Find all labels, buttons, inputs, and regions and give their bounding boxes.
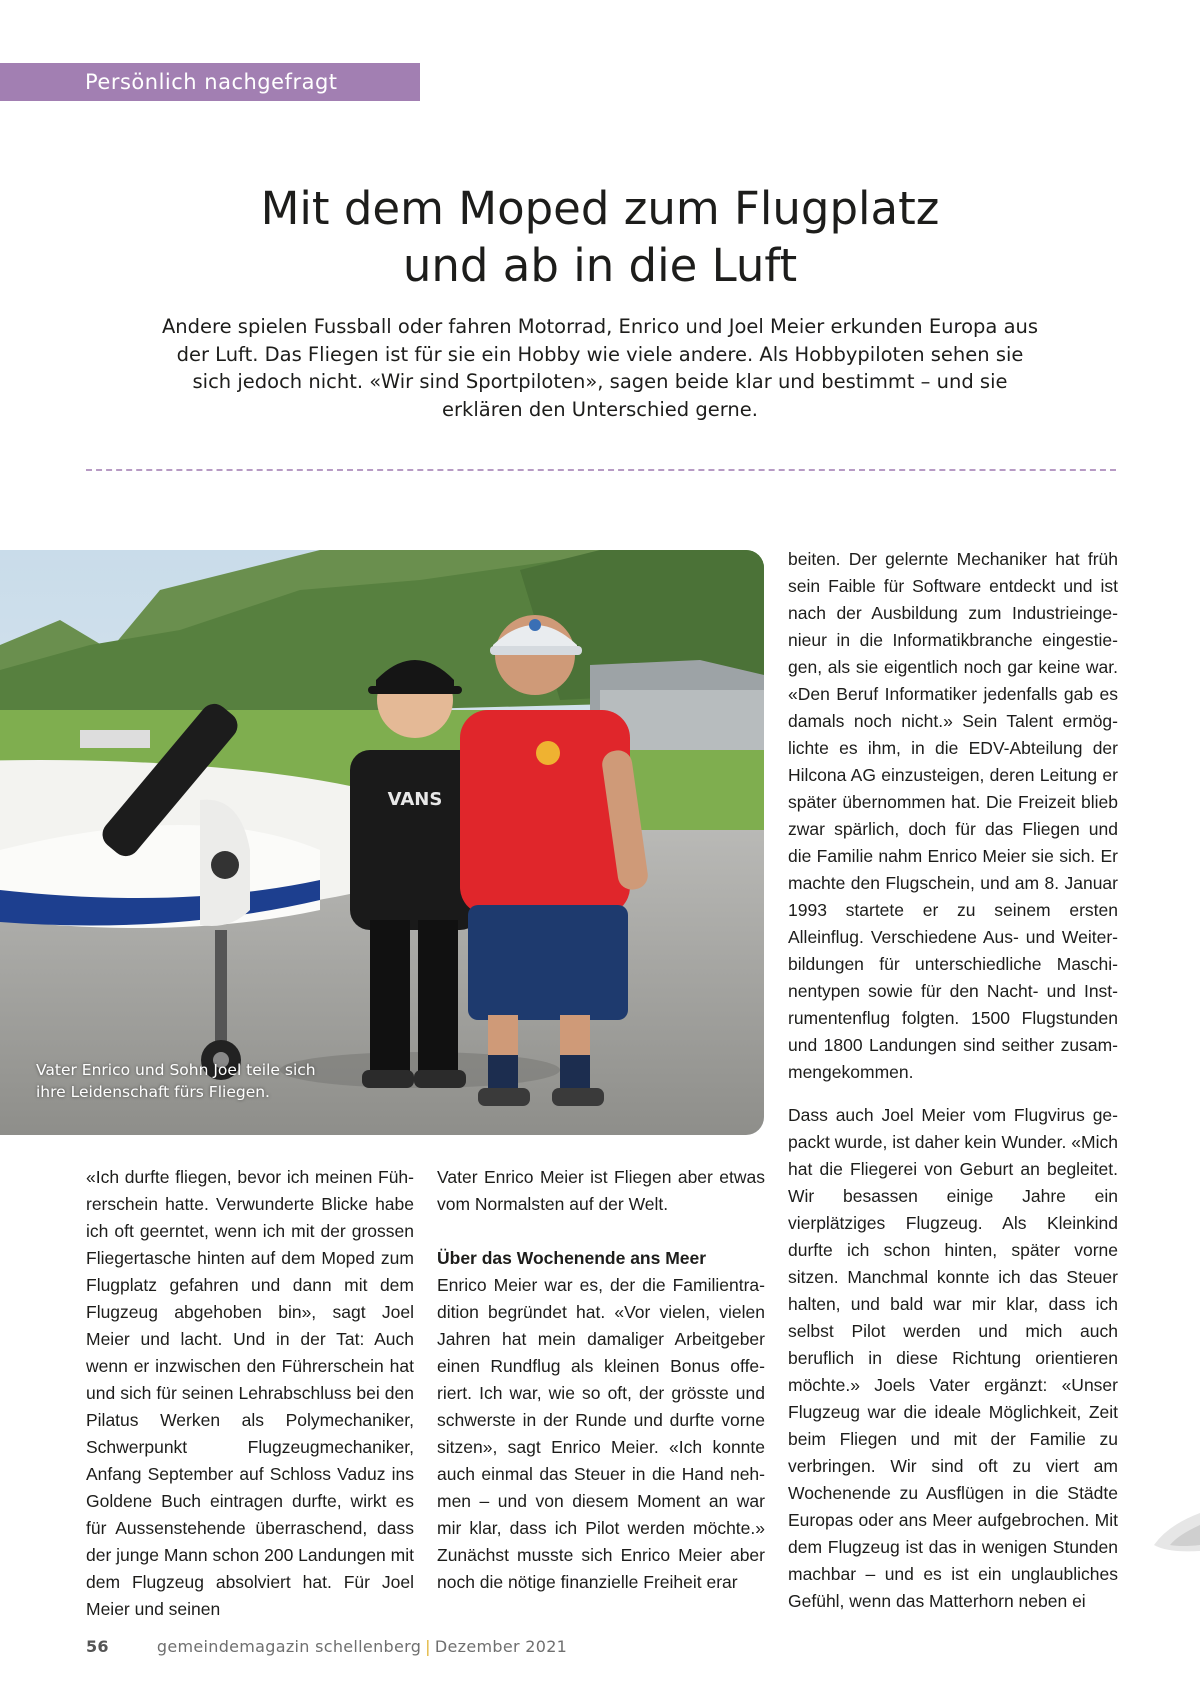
photo-caption [36,1060,346,1103]
paragraph: Enrico Meier war es, der die Familientradition begründet hat. «Vor vielen, vielen Jahren hat mein damaliger Arbeitgeber einen Rundflug als kleinen Bonus offeriert. Ich war, wie so oft, der grösste und schwerste in der Runde und durfte vorne sitzen», sagt Enrico Meier. «Ich konnte auch einmal das Steuer in die Hand nehmen – und von diesem Moment an war mir klar, dass ich Pilot werden möchte.» Zunächst musste sich Enrico Meier aber noch die nötige finanzielle Freiheit erar [437,1275,765,1592]
footer-separator: | [425,1637,431,1656]
title-line-2: und ab in die Luft [402,239,798,292]
subheading: Über das Wochenende ans Meer [437,1248,707,1268]
issue-date: Dezember 2021 [434,1637,568,1656]
text-column-1 [86,1164,414,1623]
caption-line-1: Vater Enrico und Sohn Joel teile sich [36,1061,316,1079]
title-line-1: Mit dem Moped zum Flugplatz [260,182,940,235]
article-lead: Andere spielen Fussball oder fahren Motorrad, Enrico und Joel Meier erkunden Europa aus der Luft. Das Fliegen ist für sie ein Hobby wie viele andere. Als Hobbypiloten sehen sie sich jedoch nicht. «Wir sind Sportpiloten», sagen beide klar und bestimmt – und sie erklären den Unterschied gerne. [161,315,1039,421]
article-photo [0,550,764,1135]
dashed-divider [86,469,1116,471]
paragraph: «Ich durfte fliegen, bevor ich meinen Führerschein hatte. Verwunderte Blicke habe ich oft geerntet, wenn ich mit der grossen Fliegertasche hinten auf dem Moped zum Flugplatz gefahren und dann mit dem Flugzeug abgehoben bin», sagt Joel Meier und lacht. Und in der Tat: Auch wenn er inzwischen den Führerschein hat und sich für seinen Lehrabschluss bei den Pilatus Werken als Polymechaniker, Schwerpunkt Flugzeugmechaniker, Anfang September auf Schloss Vaduz ins Goldene Buch eintragen durfte, wirkt es für Aussenstehende überraschend, dass der junge Mann schon 200 Landungen mit dem Flugzeug absolviert hat. Für Joel Meier und seinen [86,1167,414,1619]
text-column-3 [788,546,1118,1615]
airplane-edge-graphic [1148,1505,1200,1575]
shirt-logo: VANS [387,789,443,810]
article-title [100,180,1100,294]
page-number: 56 [86,1637,109,1656]
caption-line-2: ihre Leidenschaft fürs Fliegen. [36,1082,270,1101]
text-column-2 [437,1164,765,1596]
publication-name: gemeindemagazin schellenberg [156,1637,422,1656]
page-footer [86,1637,567,1656]
paragraph: Dass auch Joel Meier vom Flugvirus gepackt wurde, ist daher kein Wunder. «Mich hat die Fliegerei von Geburt an begleitet. Wir besassen einige Jahre ein vierplätziges Flugzeug. Als Kleinkind durfte ich schon hinten, später vorne sitzen. Manchmal konnte ich das Steuer halten, und bald war mir klar, dass ich selbst Pilot werden und mich auch beruflich in diese Richtung orientieren möchte.» Joels Vater ergänzt: «Unser Flugzeug war die ideale Möglichkeit, Zeit beim Fliegen und mit der Familie zu verbringen. Wir sind oft zu viert am Wochenende zu Ausflügen in die Städte Europas oder ans Meer aufgebrochen. Mit dem Flugzeug ist das in wenigen Stunden machbar – und es ist ein unglaubliches Gefühl, wenn das Matterhorn neben ei [788,1105,1118,1611]
section-tag: Persönlich nachgefragt [0,63,420,101]
photo-illustration [0,550,764,1135]
paragraph: Vater Enrico Meier ist Fliegen aber etwas vom Normalsten auf der Welt. [437,1167,765,1214]
paragraph: beiten. Der gelernte Mechaniker hat früh sein Faible für Software entdeckt und ist nach der Ausbildung zum Industrieingenieur in die Informatikbranche eingestiegen, als sie eigentlich noch gar keine war. «Den Beruf Informatiker jedenfalls gab es damals noch nicht.» Sein Talent ermöglichte es ihm, in die EDV-Abteilung der Hilcona AG einzusteigen, deren Leitung er später übernommen hat. Die Freizeit blieb zwar spärlich, doch für das Fliegen und die Familie nahm Enrico Meier sie sich. Er machte den Flugschein, und am 8. Januar 1993 startete er zu seinem ersten Alleinflug. Verschiedene Aus- und Weiterbildungen für unterschiedliche Maschinentypen sowie für den Nacht- und Instrumentenflug folgten. 1500 Flugstunden und 1800 Landungen sind seither zusammengekommen. [788,549,1118,1082]
